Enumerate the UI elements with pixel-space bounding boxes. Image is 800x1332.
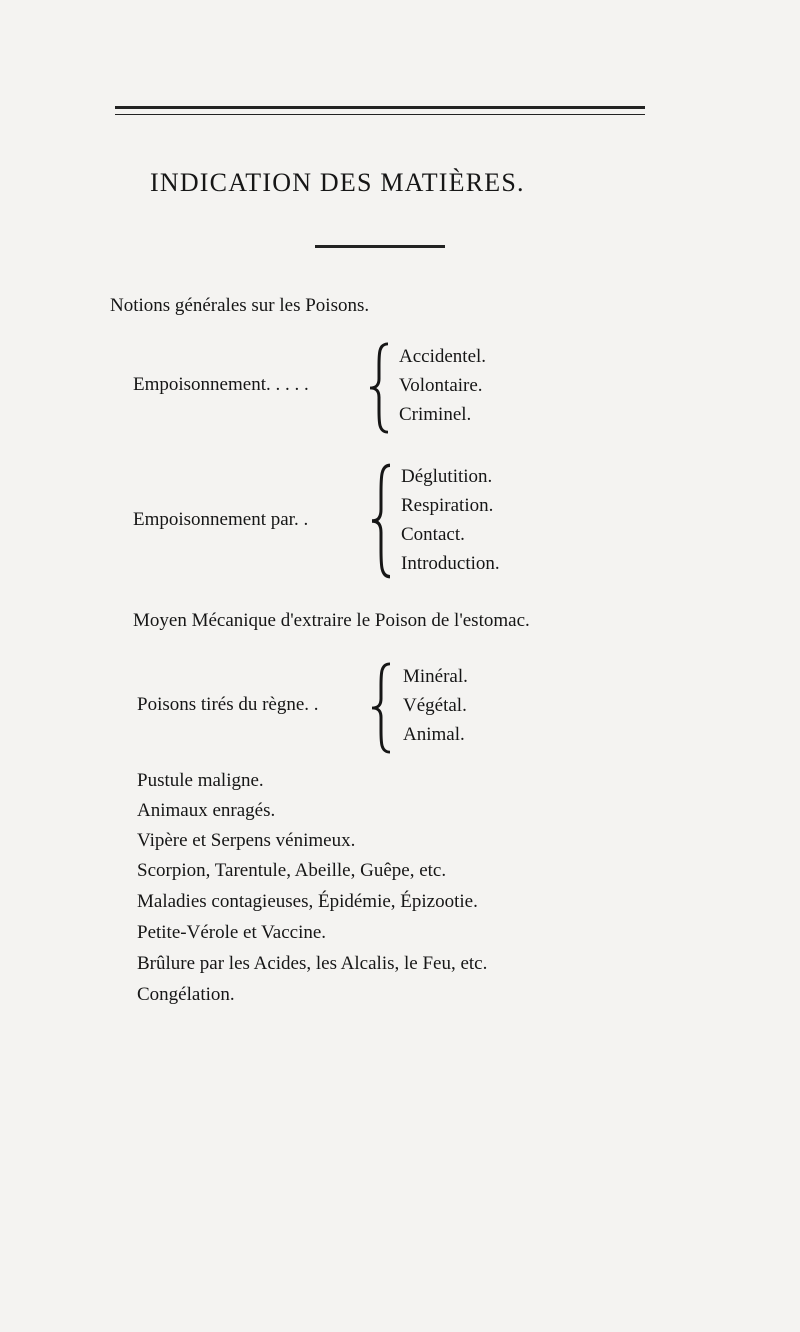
list-item: Accidentel. [399, 346, 487, 367]
list-item: Vipère et Serpens vénimeux. [137, 830, 356, 851]
list-item: Minéral. [403, 666, 468, 687]
moyen-line: Moyen Mécanique d'extraire le Poison de l'estomac. [133, 610, 530, 631]
list-item: Contact. [401, 524, 465, 545]
list-item: Pustule maligne. [137, 770, 264, 791]
list-item: Introduction. [401, 553, 500, 574]
brace-icon [364, 342, 398, 434]
page-title: INDICATION DES MATIÈRES. [150, 168, 525, 197]
group-label-poisons: Poisons tirés du règne. . [137, 694, 319, 715]
list-item: Maladies contagieuses, Épidémie, Épizootie. [137, 891, 478, 912]
list-item: Brûlure par les Acides, les Alcalis, le Feu, etc. [137, 953, 488, 974]
group-label-empoisonnement: Empoisonnement. . . . . [133, 374, 309, 395]
list-item: Scorpion, Tarentule, Abeille, Guêpe, etc. [137, 860, 447, 881]
list-item: Criminel. [399, 404, 472, 425]
header-double-rule [115, 106, 645, 115]
title-divider [315, 245, 445, 248]
list-item: Petite-Vérole et Vaccine. [137, 922, 327, 943]
brace-icon [366, 463, 400, 579]
list-item: Respiration. [401, 495, 494, 516]
brace-icon [366, 662, 400, 754]
group-label-empoisonnement-par: Empoisonnement par. . [133, 509, 309, 530]
list-item: Congélation. [137, 984, 235, 1005]
list-item: Animal. [403, 724, 465, 745]
intro-line: Notions générales sur les Poisons. [110, 295, 370, 316]
list-item: Animaux enragés. [137, 800, 276, 821]
list-item: Déglutition. [401, 466, 493, 487]
list-item: Volontaire. [399, 375, 483, 396]
list-item: Végétal. [403, 695, 467, 716]
